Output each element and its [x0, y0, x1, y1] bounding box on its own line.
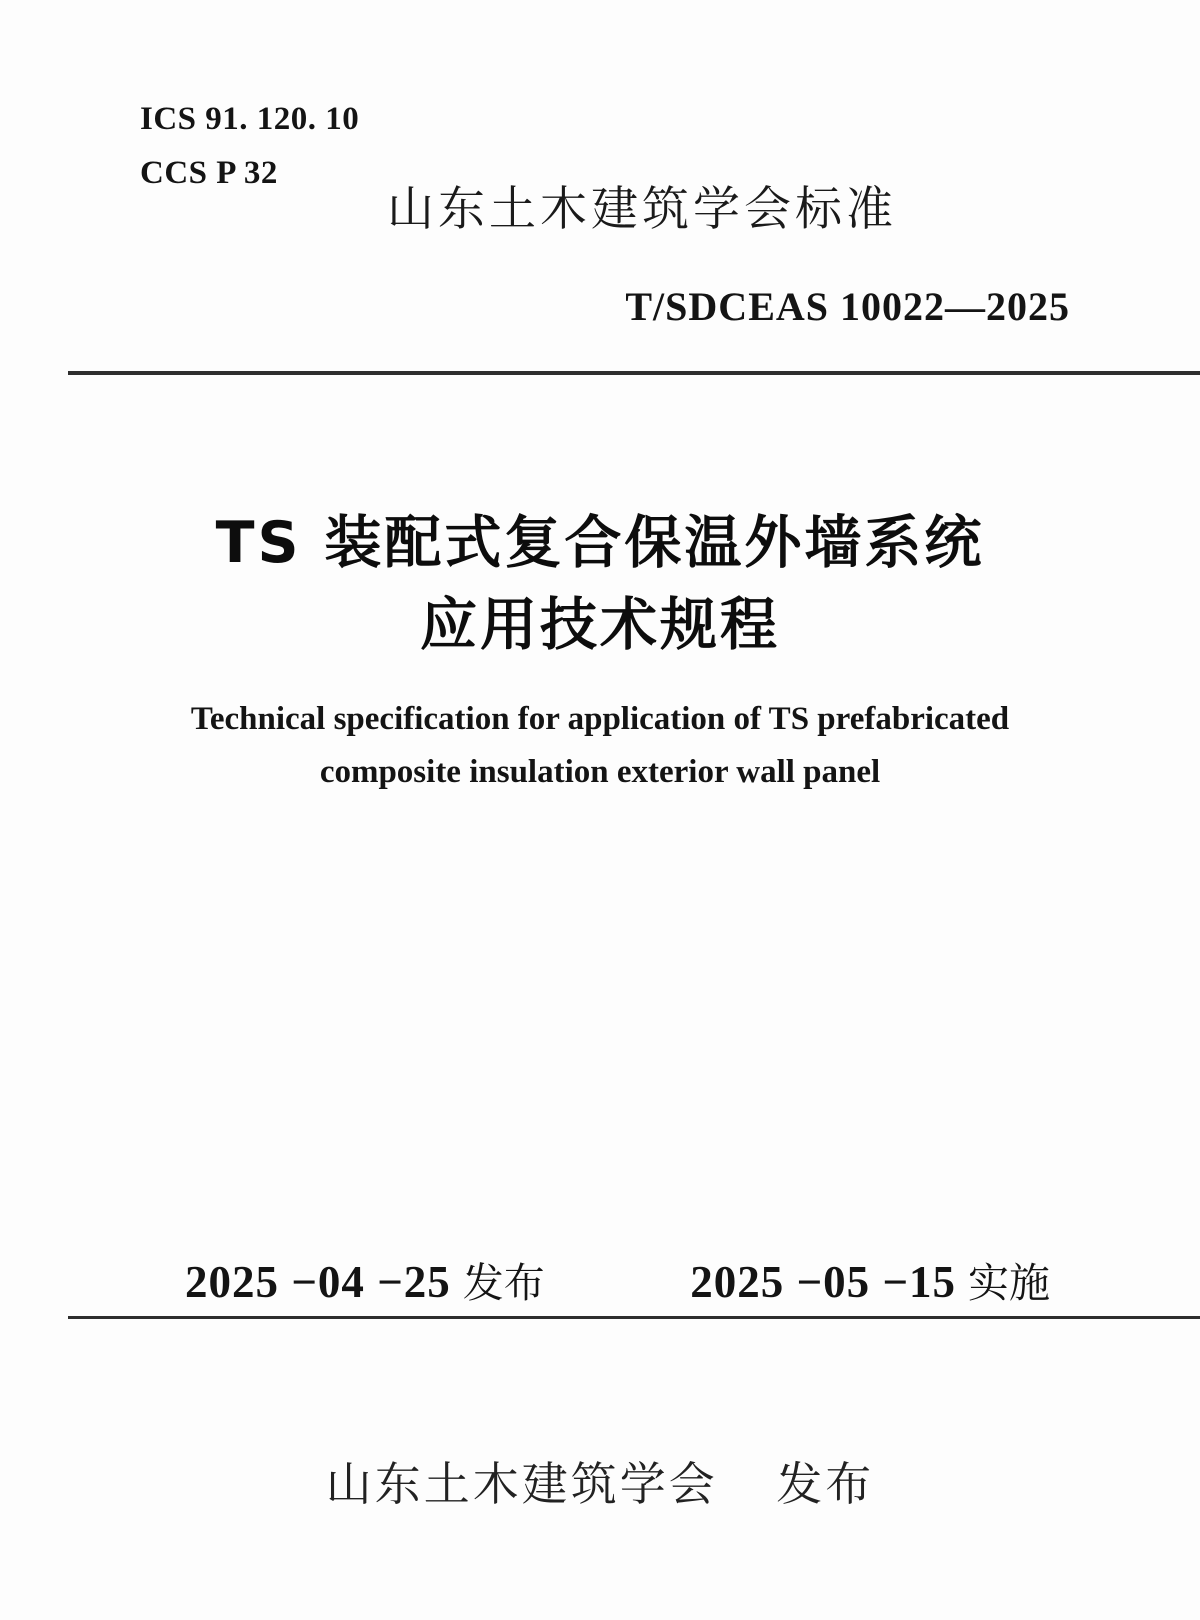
english-title-line-1: Technical specification for application of TS prefabricated [190, 701, 1010, 737]
standard-number: T/SDCEAS 10022—2025 [625, 284, 1070, 329]
publisher-row [0, 1448, 1200, 1514]
top-rule [68, 371, 1200, 375]
document-title-english [0, 693, 1200, 799]
dates-row [185, 1250, 1050, 1309]
title-line-2: 应用技术规程 [420, 592, 780, 658]
implement-date: 2025 −05 −15 [690, 1257, 956, 1307]
society-standard-heading: 山东土木建筑学会标准 [387, 182, 897, 237]
issue-date: 2025 −04 −25 [185, 1257, 451, 1307]
title-line-1: TS 装配式复合保温外墙系统 [215, 510, 985, 576]
issue-label: 发布 [462, 1260, 545, 1306]
implement-label: 实施 [968, 1260, 1050, 1306]
english-title-line-2: composite insulation exterior wall panel [319, 754, 881, 790]
ccs-code: CCS P 32 [140, 155, 278, 191]
publisher-name: 山东土木建筑学会 [325, 1459, 718, 1510]
bottom-rule [68, 1316, 1200, 1319]
implement-date-group [690, 1250, 1050, 1309]
ics-code: ICS 91. 120. 10 [140, 101, 360, 137]
publisher-action-label: 发布 [776, 1459, 875, 1510]
issue-date-group [185, 1250, 545, 1309]
document-title [0, 502, 1200, 666]
